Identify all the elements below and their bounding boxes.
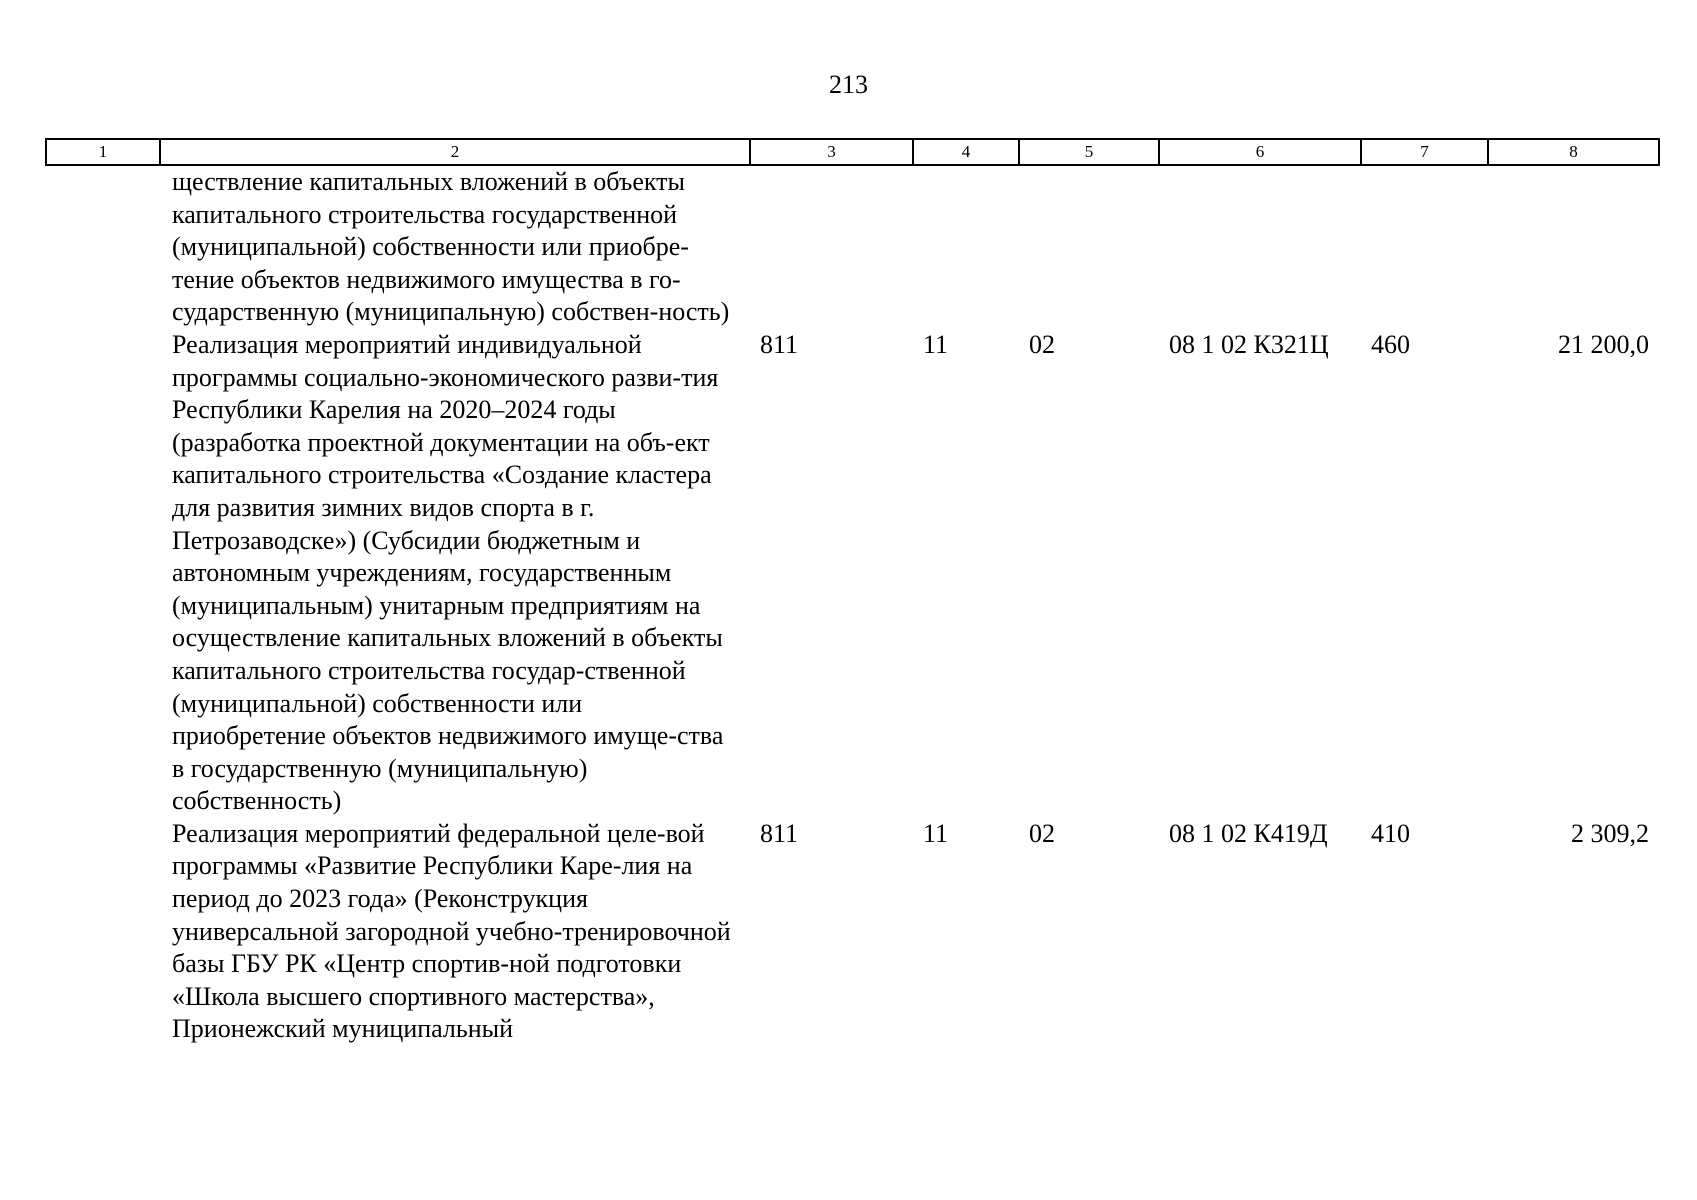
- target-article-cell: [1159, 165, 1361, 329]
- row-number-cell: [46, 165, 160, 329]
- column-header-6: 6: [1159, 139, 1361, 165]
- ministry-code-cell: 811: [760, 329, 799, 359]
- column-header-3: 3: [750, 139, 913, 165]
- subsection-code-cell: 02: [1029, 818, 1055, 848]
- expense-type-cell: [1361, 165, 1488, 329]
- column-header-2: 2: [160, 139, 750, 165]
- expense-type-cell: 410: [1371, 818, 1410, 848]
- target-article-cell: 08 1 02 К419Д: [1169, 818, 1328, 848]
- target-article-cell: 08 1 02 К321Ц: [1169, 329, 1329, 359]
- budget-table: [45, 138, 1660, 1046]
- column-header-8: 8: [1488, 139, 1659, 165]
- row-number-cell: [46, 329, 160, 818]
- column-header-7: 7: [1361, 139, 1488, 165]
- section-code-cell: [913, 165, 1019, 329]
- section-code-cell: 11: [923, 818, 949, 848]
- subsection-code-cell: 02: [1029, 329, 1055, 359]
- ministry-code-cell: [750, 165, 913, 329]
- description-cell: Реализация мероприятий федеральной целе-вой программы «Развитие Республики Каре-лия на период до 2023 года» (Реконструкция универсальной загородной учебно-тренировочной базы ГБУ РК «Центр спортив-ной подготовки «Школа высшего спортивного мастерства», Прионежский муниципальный: [172, 818, 731, 1044]
- row-number-cell: [46, 818, 160, 1046]
- amount-cell: 21 200,0: [1558, 329, 1649, 359]
- page-number: 213: [829, 70, 868, 99]
- table-row: [46, 818, 1659, 1046]
- column-header-1: 1: [46, 139, 160, 165]
- column-header-5: 5: [1019, 139, 1159, 165]
- amount-cell: 2 309,2: [1571, 818, 1649, 848]
- expense-type-cell: 460: [1371, 329, 1410, 359]
- ministry-code-cell: 811: [760, 818, 799, 848]
- table-row: [46, 329, 1659, 818]
- column-number-row: [46, 139, 1659, 165]
- table-row: [46, 165, 1659, 329]
- description-cell: Реализация мероприятий индивидуальной программы социально-экономического разви-тия Республики Карелия на 2020–2024 годы (разработка проектной документации на объ-ект капитального строительства «Создание кластера для развития зимних видов спорта в г. Петрозаводске») (Субсидии бюджетным и автономным учреждениям, государственным (муниципальным) унитарным предприятиям на осуществление капитальных вложений в объекты капитального строительства государ-ственной (муниципальной) собственности или приобретение объектов недвижимого имуще-ства в государственную (муниципальную) собственность): [172, 329, 724, 816]
- column-header-4: 4: [913, 139, 1019, 165]
- section-code-cell: 11: [923, 329, 949, 359]
- amount-cell: [1488, 165, 1659, 329]
- subsection-code-cell: [1019, 165, 1159, 329]
- description-cell: ществление капитальных вложений в объекты капитального строительства государственной (муниципальной) собственности или приобре-тение объектов недвижимого имущества в го-сударственную (муниципальную) собствен-ность): [172, 167, 730, 327]
